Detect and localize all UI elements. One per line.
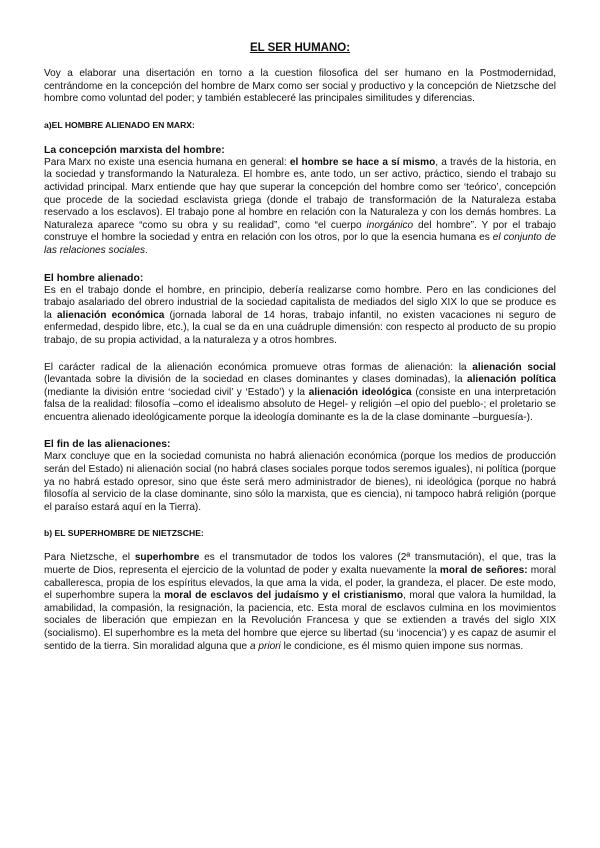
alienado-block xyxy=(44,272,556,348)
superhombre-text-5: le condicione, es él mismo quien impone sus normas. xyxy=(280,640,524,652)
fin-subhead: El fin de las alienaciones: xyxy=(44,439,171,451)
alienado-p2-bold-3: alienación ideológica xyxy=(308,386,412,398)
superhombre-italic-1: a priori xyxy=(249,640,281,652)
alienado-p2-bold-1: alienación social xyxy=(472,361,556,373)
alienado-p1-text-2: (jornada laboral de 14 horas, trabajo infantil, no existen vacaciones ni seguro de enfermedad, despido libre, etc.), la cual se da en una cuádruple dimensión: con respecto al producto de su propio trabajo, de su propia actividad, a la naturaleza y a otros hombres. xyxy=(44,309,556,346)
superhombre-text-3: moral caballeresca, propia de los espíritus elevados, la que ama la vida, el poder, la grandeza, el placer. De este modo, el superhombre supera la xyxy=(44,565,556,602)
alienado-p2-bold-2: alienación política xyxy=(466,374,556,386)
superhombre-paragraph xyxy=(44,552,556,653)
superhombre-bold-2: moral de señores: xyxy=(439,565,528,577)
alienado-p2-text-4: (consiste en una interpretación falsa de la realidad: filosofía –como el idealismo absoluto de Hegel- y religión –el opio del pueblo-; el proletario se encuentra alienado ideológicamente porque la ideología dominante es la de la clase dominante –burguesía-). xyxy=(44,386,557,423)
concepcion-italic-2: el conjunto de las relaciones sociales xyxy=(44,232,556,256)
concepcion-subhead: La concepción marxista del hombre: xyxy=(44,144,225,156)
concepcion-italic-1: inorgánico xyxy=(366,219,414,231)
fin-paragraph: Marx concluye que en la sociedad comunista no habrá alienación económica (porque los medios de producción serán del Estado) ni alienación social (no habrá clases sociales porque todos seremos iguales), ni política (porque ya no habrá estado opresor, sino que éste será mero administrador de bienes), ni ideológica (porque no habrá filosofía al servicio de la clase dominante, sino sólo la marxista, que es ciencia), ni tampoco habrá religión (porque el paraíso estará aquí en la Tierra). xyxy=(44,451,556,513)
superhombre-text-2: es el transmutador de todos los valores (2ª transmutación), el que, tras la muerte de Dios, representa el ejercicio de la voluntad de poder y exalta nuevamente la xyxy=(44,552,556,577)
alienado-subhead: El hombre alienado: xyxy=(44,272,144,284)
document-title: EL SER HUMANO: xyxy=(249,42,351,54)
concepcion-text-1: Para Marx no existe una esencia humana en general: xyxy=(44,156,290,168)
concepcion-block xyxy=(44,144,556,258)
alienado-p1-text-1: Es en el trabajo donde el hombre, en principio, debería realizarse como hombre. Pero en las condiciones del trabajo asalariado del obrero industrial de la sociedad capitalista de mediados del siglo XIX lo que se produce es la xyxy=(44,284,556,321)
alienado-p1-bold-1: alienación económica xyxy=(57,309,165,321)
concepcion-bold-1: el hombre se hace a sí mismo xyxy=(289,156,436,168)
superhombre-bold-3: moral de esclavos del judaísmo y el cristianismo xyxy=(164,590,404,602)
alienado-p2-text-3: (mediante la división entre ‘sociedad civil’ y ‘Estado’) y la xyxy=(44,386,309,398)
alienado-paragraph-2 xyxy=(44,362,556,425)
concepcion-text-4: . xyxy=(145,244,148,256)
alienado-paragraph-1 xyxy=(44,285,556,348)
alienaciones-block xyxy=(44,362,556,425)
superhombre-text-4: , moral que valora la humildad, la amabilidad, la compasión, la resignación, la paciencia, etc. Esta moral de esclavos culmina en los movimientos sociales de liberación que empiezan en la Revolución Francesa y que se extienden a través del siglo XIX (socialismo). El superhombre es la meta del hombre que ejerce su libertad (su ‘inocencia’) y es capaz de asumir el sentido de la tierra. Sin moralidad alguna que xyxy=(44,590,556,652)
section-a-heading: a)EL HOMBRE ALIENADO EN MARX: xyxy=(44,119,195,130)
alienado-p2-text-1: El carácter radical de la alienación económica promueve otras formas de alienación: la xyxy=(44,361,473,373)
concepcion-paragraph xyxy=(44,157,556,258)
fin-block xyxy=(44,438,556,514)
intro-paragraph: Voy a elaborar una disertación en torno a la cuestion filosofica del ser humano en la Postmodernidad, centrándome en la concepción del hombre de Marx como ser social y productivo y la concepción de Nietzsche del hombre como voluntad del poder; y también estableceré las principales similitudes y diferencias. xyxy=(44,68,556,105)
concepcion-text-3: del hombre”. Y por el trabajo construye el hombre la sociedad y entra en relación con los otros, por lo que la esencia humana es xyxy=(44,219,556,244)
concepcion-text-2: , a través de la historia, en la sociedad y transformando la Naturaleza. El hombre es, ante todo, un ser activo, práctico, siendo el trabajo su actividad principal. Marx entiende que hay que superar la concepción del hombre como ser ‘teórico’, concepción que procede de la sociedad esclavista griega (donde el trabajo de transformación de la Naturaleza estaba reservado a los esclavos). El trabajo pone al hombre en relación con la Naturaleza y con los demás hombres. La Naturaleza aparece “como su obra y su realidad”, como “el cuerpo xyxy=(44,156,556,231)
superhombre-bold-1: superhombre xyxy=(134,552,200,564)
section-b-heading: b) EL SUPERHOMBRE DE NIETZSCHE: xyxy=(44,528,204,539)
alienado-p2-text-2: (levantada sobre la división de la sociedad en clases dominantes y clases dominadas), la xyxy=(44,374,467,386)
superhombre-text-1: Para Nietzsche, el xyxy=(44,552,135,564)
